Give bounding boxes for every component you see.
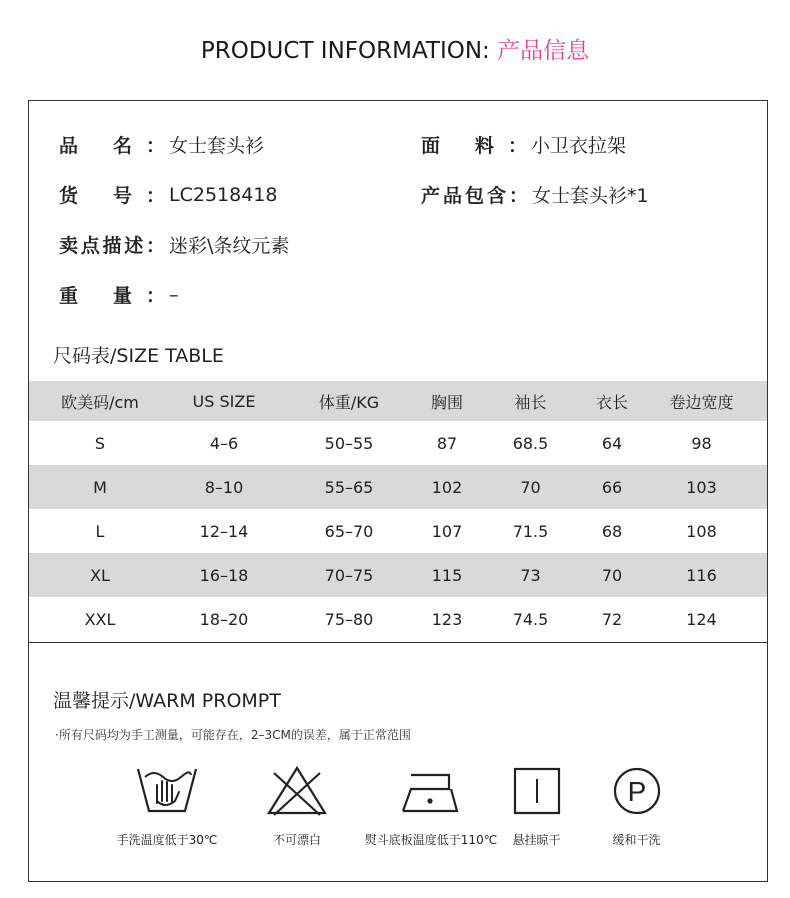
svg-text:P: P (627, 776, 646, 807)
table-cell: L (95, 521, 105, 541)
header-hem-width: 卷边宽度 (669, 392, 734, 412)
warm-prompt-panel (28, 642, 768, 882)
table-cell: 64 (601, 433, 623, 453)
table-cell: 68 (601, 521, 623, 541)
care-item-hang-dry (494, 765, 579, 848)
table-cell: 18–20 (199, 609, 249, 629)
table-cell: M (93, 477, 107, 497)
table-cell: 66 (601, 477, 623, 497)
table-cell: 16–18 (199, 565, 249, 585)
iron-icon (399, 765, 463, 817)
care-label: 缓和干洗 (612, 833, 661, 847)
table-cell: XL (90, 565, 110, 585)
care-label: 熨斗底板温度低于110℃ (364, 833, 498, 847)
sku-row (59, 181, 277, 208)
care-label: 悬挂晾干 (512, 833, 561, 847)
table-cell: 71.5 (512, 521, 549, 541)
page-heading (0, 32, 790, 65)
product-name-row (59, 131, 264, 158)
table-cell: 55–65 (324, 477, 374, 497)
header-sleeve: 袖长 (514, 392, 547, 412)
table-cell: 74.5 (512, 609, 549, 629)
table-cell: 70–75 (324, 565, 374, 585)
measurement-note: ·所有尺码均为手工测量，可能存在，2–3CM的误差，属于正常范围 (55, 728, 411, 742)
fabric-value: 小卫衣拉架 (531, 135, 627, 157)
warm-prompt-title: 温馨提示/WARM PROMPT (53, 690, 281, 712)
selling-points-value: 迷彩\条纹元素 (169, 235, 290, 257)
table-cell: 108 (686, 521, 717, 541)
table-cell: 115 (431, 565, 463, 585)
size-table-title: 尺码表/SIZE TABLE (53, 345, 224, 367)
table-row (29, 509, 767, 553)
dry-clean-p-icon (611, 765, 663, 817)
table-cell: 8–10 (204, 477, 244, 497)
weight-row (59, 281, 179, 308)
product-info-panel (28, 100, 768, 643)
table-cell: 116 (686, 565, 717, 585)
care-item-no-bleach (242, 765, 352, 848)
table-cell: 75–80 (324, 609, 374, 629)
product-name-label: 品 名： (59, 135, 165, 157)
care-label: 手洗温度低于30℃ (116, 833, 218, 847)
table-cell: 98 (691, 433, 712, 453)
size-table-header-row (29, 381, 767, 421)
selling-points-label: 卖点描述： (59, 235, 165, 257)
product-name-value: 女士套头衫 (169, 135, 265, 157)
table-cell: 87 (436, 433, 458, 453)
table-row (29, 597, 767, 641)
table-cell: S (94, 433, 106, 453)
heading-english: PRODUCT INFORMATION: (200, 38, 498, 64)
table-cell: 70 (601, 565, 623, 585)
header-us-size: US SIZE (192, 391, 256, 411)
table-cell: 107 (431, 521, 463, 541)
table-row (29, 553, 767, 597)
hang-dry-icon (512, 765, 562, 817)
fabric-label: 面 料： (421, 135, 527, 157)
table-cell: 70 (520, 477, 541, 497)
header-bust: 胸围 (430, 392, 463, 412)
table-cell: 65–70 (324, 521, 374, 541)
selling-points-row (59, 231, 289, 258)
header-length: 衣长 (595, 392, 628, 412)
table-cell: 50–55 (324, 433, 374, 453)
package-label: 产品包含： (421, 185, 528, 207)
table-cell: 12–14 (199, 521, 249, 541)
table-cell: 124 (686, 609, 717, 629)
table-cell: 4–6 (209, 433, 239, 453)
table-row (29, 465, 767, 509)
weight-label: 重 量： (59, 285, 165, 307)
package-value: 女士套头衫*1 (532, 185, 649, 207)
table-cell: 102 (431, 477, 463, 497)
table-cell: 73 (520, 565, 541, 585)
table-cell: 123 (431, 609, 463, 629)
table-cell: 103 (686, 477, 717, 497)
care-item-dry-clean (594, 765, 679, 848)
header-eu-size: 欧美码/cm (61, 392, 139, 412)
care-item-hand-wash (107, 765, 227, 848)
hand-wash-icon (135, 765, 199, 817)
sku-value: LC2518418 (169, 183, 278, 206)
table-cell: 72 (601, 609, 623, 629)
heading-chinese: 产品信息 (497, 38, 590, 64)
package-row (421, 181, 649, 208)
sku-label: 货 号： (59, 185, 165, 207)
size-table (29, 381, 767, 641)
fabric-row (421, 131, 626, 158)
table-cell: 68.5 (512, 433, 549, 453)
header-weight: 体重/KG (318, 392, 380, 412)
table-cell: XXL (84, 609, 116, 629)
weight-value: – (169, 283, 179, 306)
no-bleach-icon (266, 765, 328, 817)
care-label: 不可漂白 (272, 833, 321, 847)
table-row (29, 421, 767, 465)
